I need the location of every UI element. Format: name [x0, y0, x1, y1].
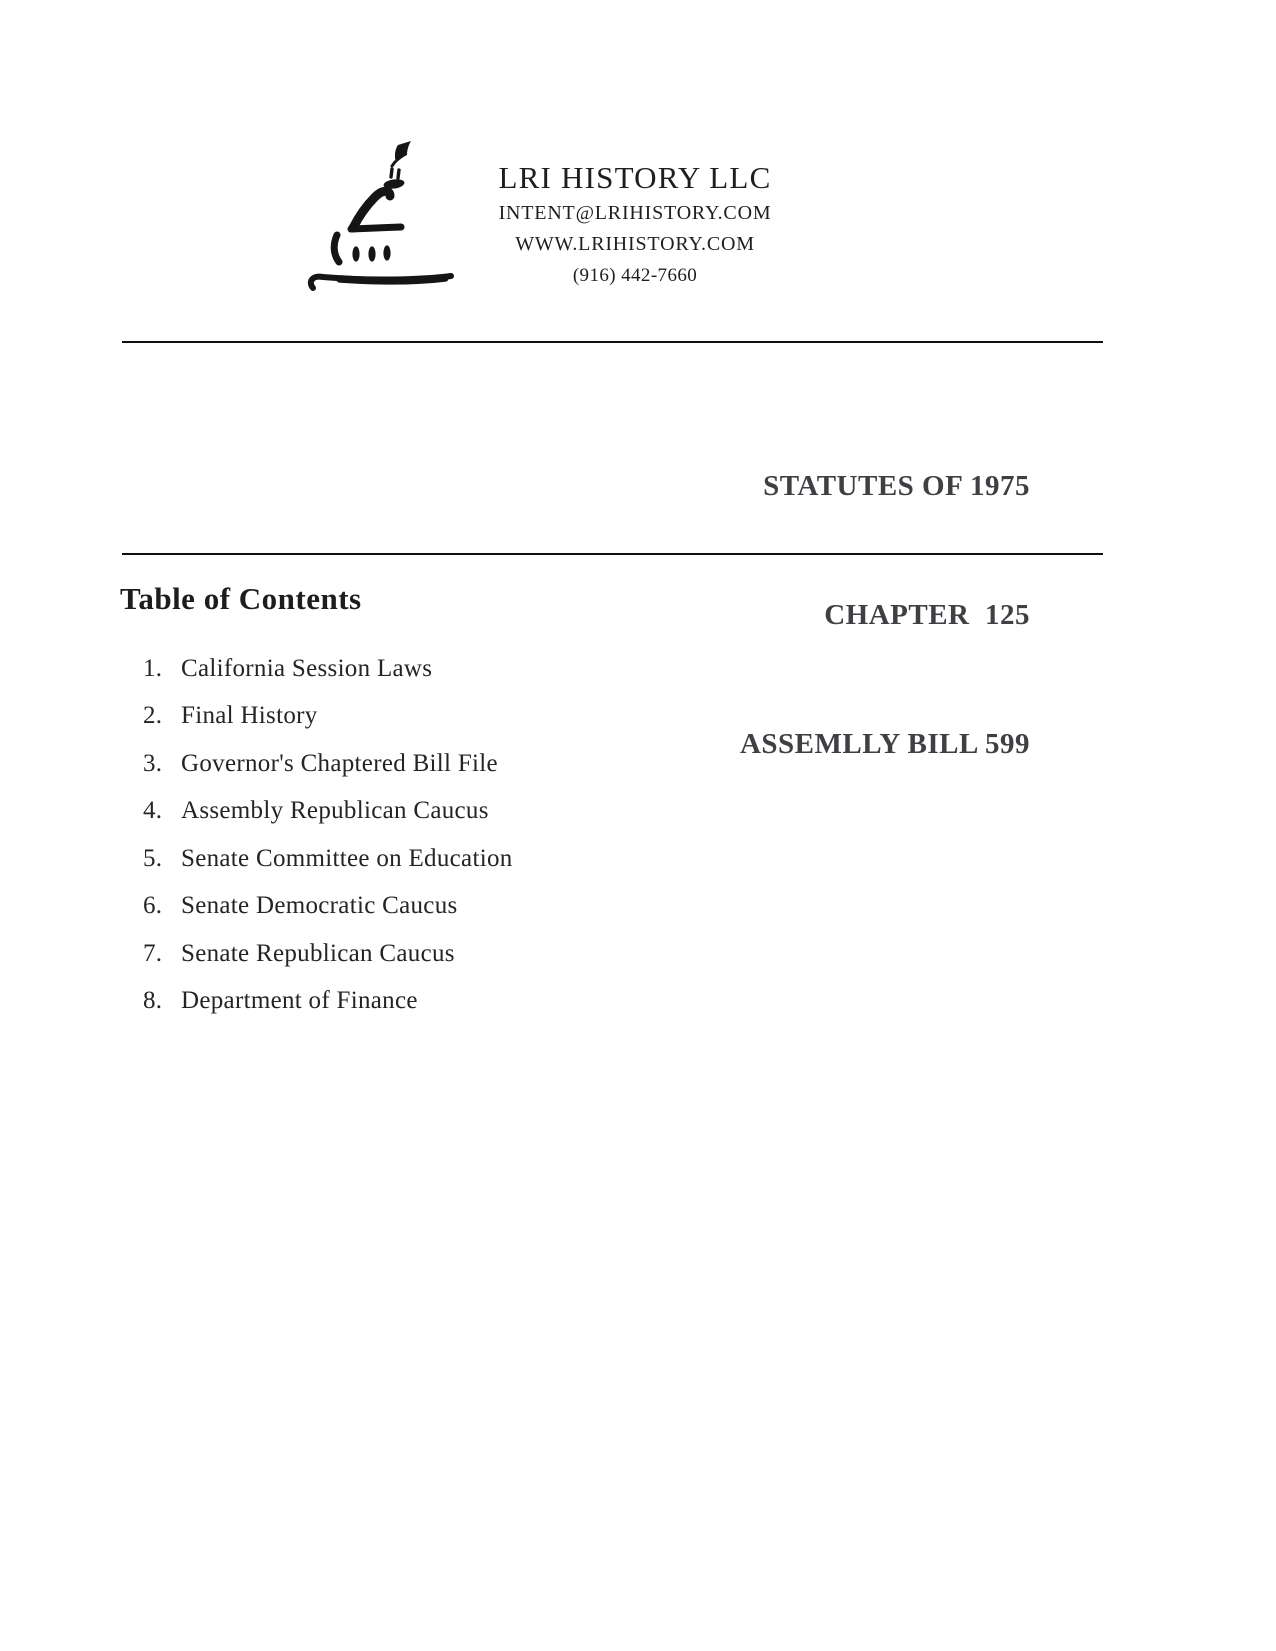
- toc-item-label: Department of Finance: [181, 987, 418, 1015]
- toc-item: [143, 693, 513, 741]
- toc-item: [143, 788, 513, 836]
- toc-item-label: Final History: [181, 702, 318, 730]
- toc-item-number: 5.: [143, 844, 163, 872]
- toc-item-label: Senate Republican Caucus: [181, 939, 455, 967]
- toc-item-number: 6.: [143, 892, 163, 920]
- toc-item-number: 3.: [143, 749, 163, 777]
- toc-item-label: California Session Laws: [181, 654, 433, 682]
- caption-chapter-line: CHAPTER 125: [824, 599, 1030, 631]
- toc-item: [143, 978, 513, 1026]
- toc-item: [143, 645, 513, 693]
- toc-item-number: 8.: [143, 987, 163, 1015]
- toc-item-number: 4.: [143, 797, 163, 825]
- toc-item-label: Senate Democratic Caucus: [181, 892, 458, 920]
- toc-item-number: 2.: [143, 702, 163, 730]
- company-website: WWW.LRIHISTORY.COM: [515, 233, 755, 255]
- caption-bill-line: ASSEMLLY BILL 599: [739, 728, 1030, 760]
- horizontal-rule-bottom: [122, 553, 1103, 555]
- toc-item: [143, 835, 513, 883]
- company-phone: (916) 442-7660: [572, 265, 698, 286]
- toc-item: [143, 740, 513, 788]
- toc-list: [143, 645, 513, 1025]
- caption-statutes-line: STATUTES OF 1975: [763, 470, 1030, 502]
- toc-item-label: Senate Committee on Education: [181, 844, 513, 872]
- letterhead: [395, 158, 875, 291]
- toc-heading: Table of Contents: [120, 581, 362, 616]
- toc-item: [143, 883, 513, 931]
- company-email: INTENT@LRIHISTORY.COM: [498, 202, 772, 224]
- toc-item-label: Assembly Republican Caucus: [181, 797, 489, 825]
- document-caption: [740, 379, 1030, 852]
- toc-item: [143, 930, 513, 978]
- horizontal-rule-top: [122, 341, 1103, 343]
- toc-item-label: Governor's Chaptered Bill File: [181, 749, 498, 777]
- company-name: LRI HISTORY LLC: [498, 160, 772, 195]
- toc-item-number: 7.: [143, 939, 163, 967]
- toc-item-number: 1.: [143, 654, 163, 682]
